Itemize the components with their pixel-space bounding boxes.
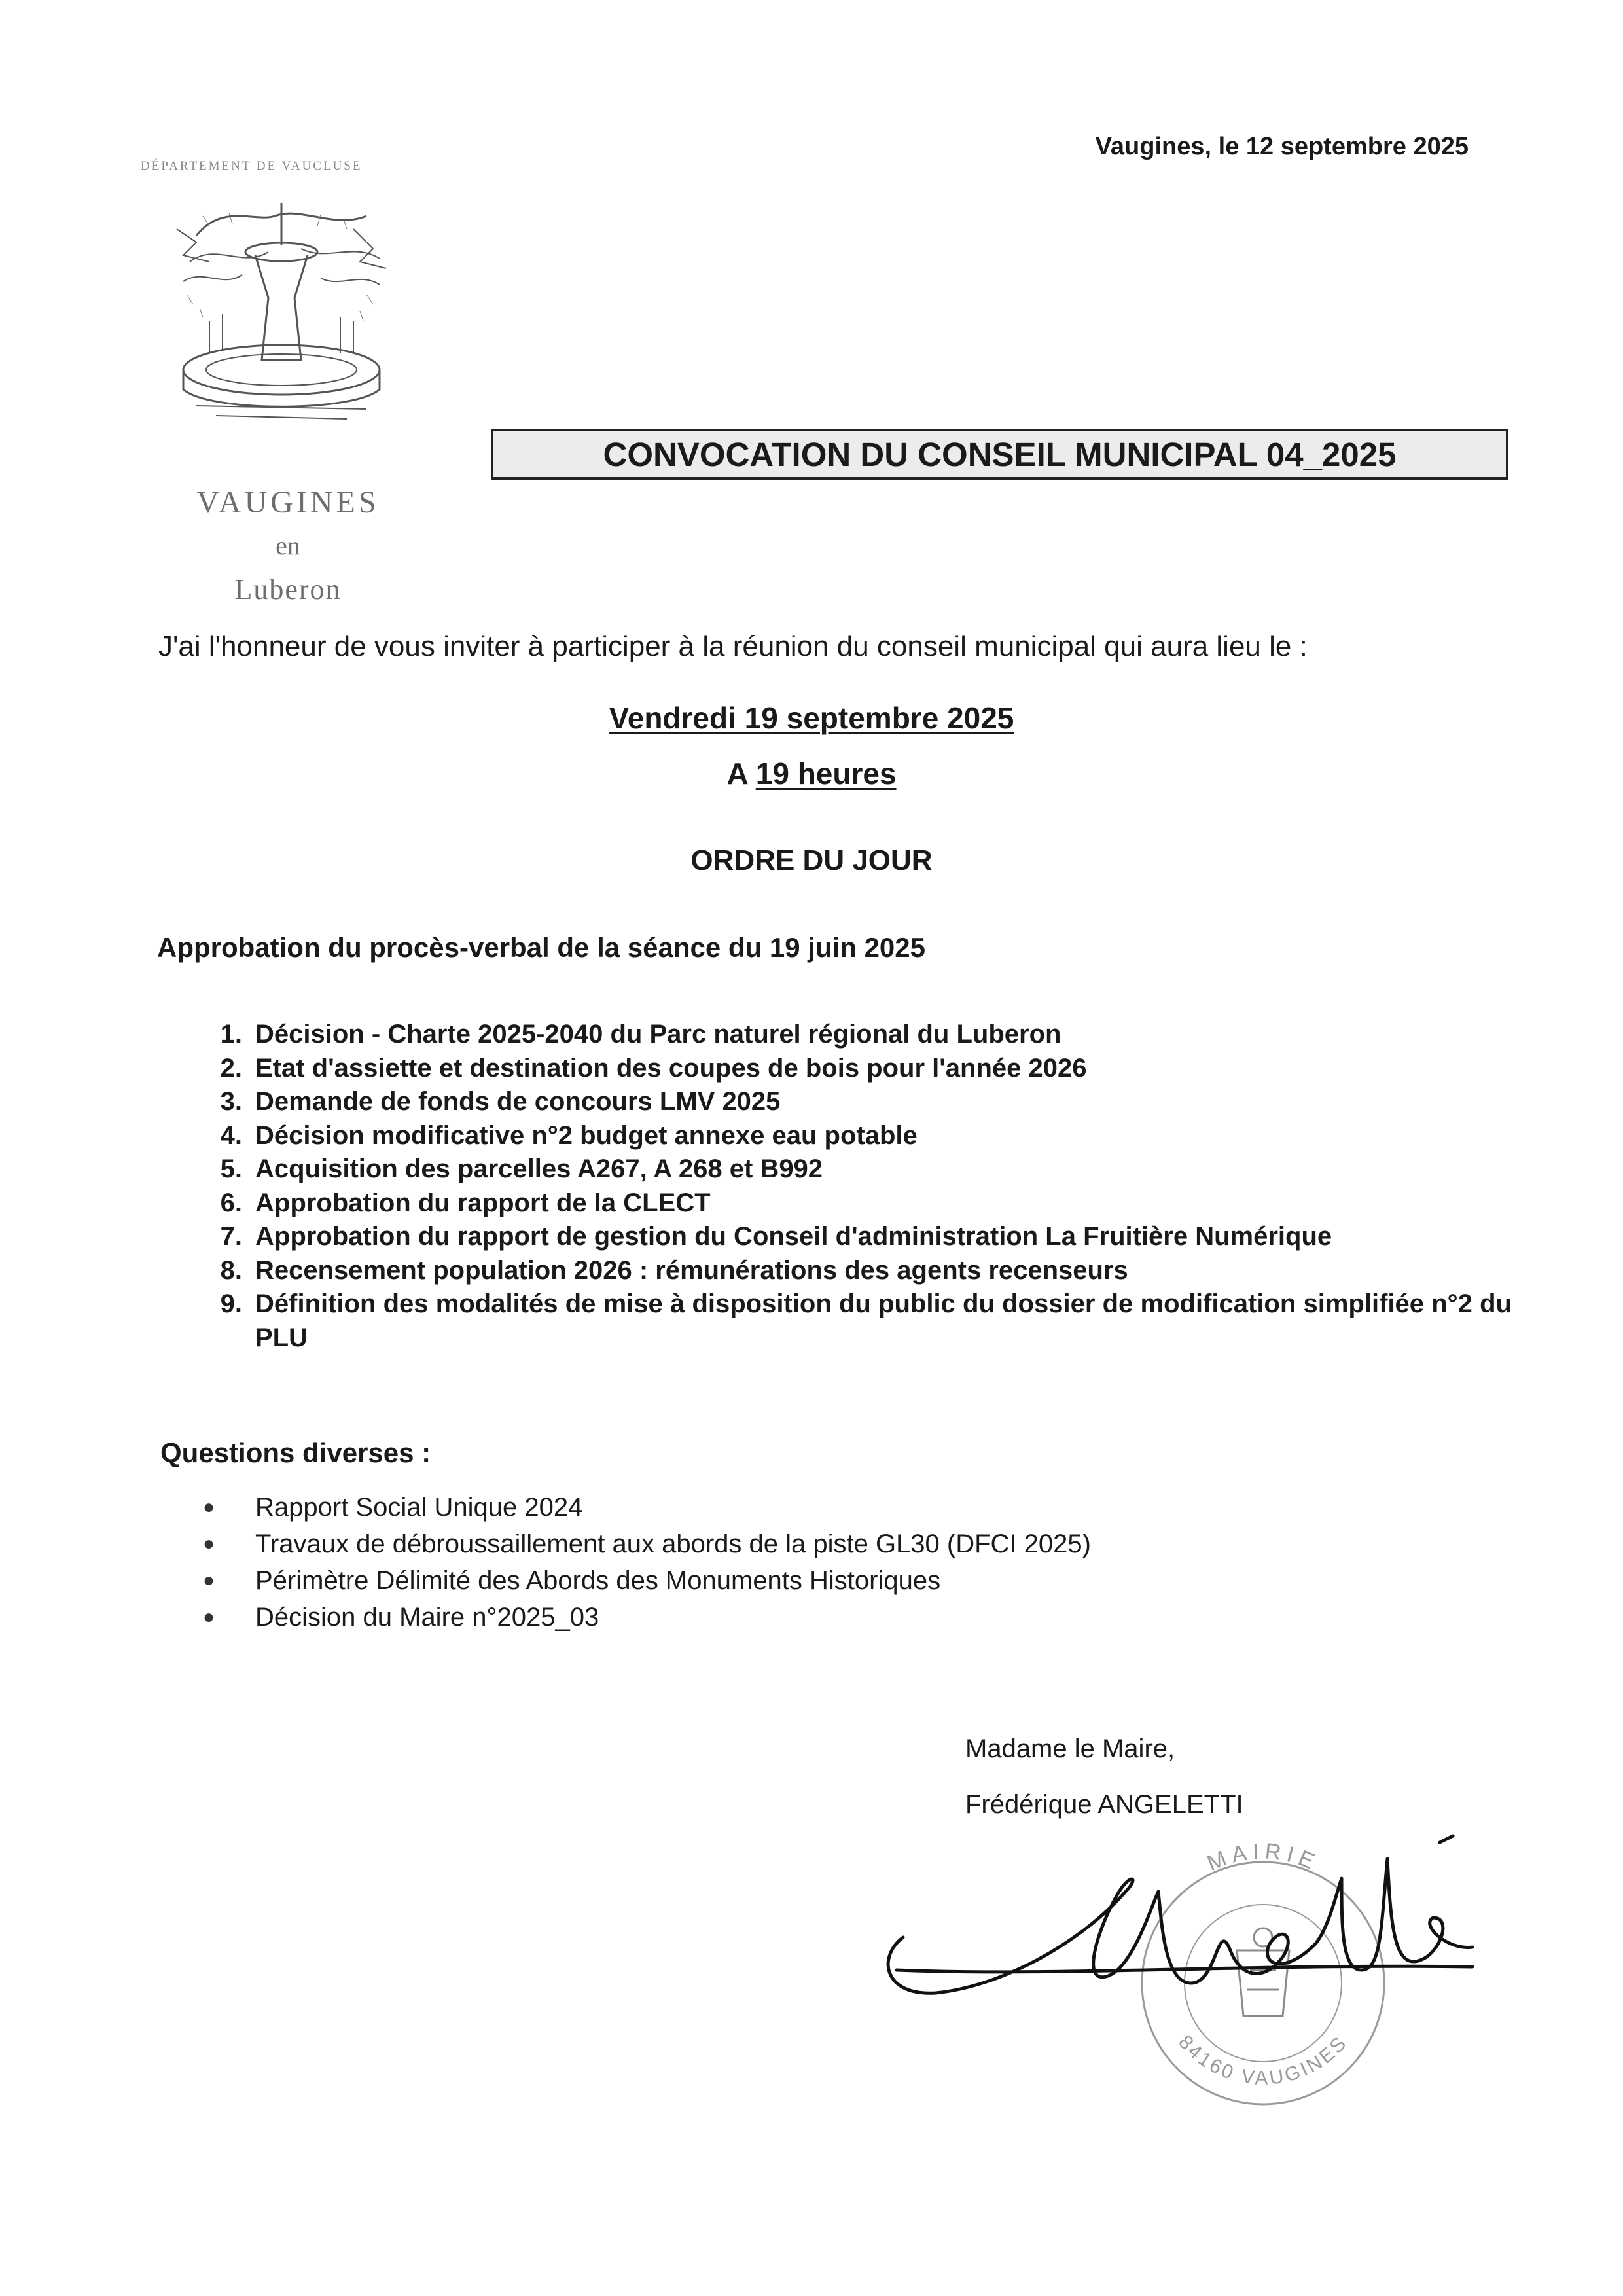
agenda-item-number: 1. xyxy=(220,1020,242,1049)
question-item xyxy=(203,1489,1091,1526)
town-region: Luberon xyxy=(234,573,342,605)
mayor-title: Madame le Maire, xyxy=(965,1734,1175,1763)
agenda-item-number: 7. xyxy=(220,1222,242,1251)
agenda-item-number: 6. xyxy=(220,1188,242,1217)
agenda-item-text: Décision - Charte 2025-2040 du Parc naturel régional du Luberon xyxy=(255,1020,1061,1049)
document-title: CONVOCATION DU CONSEIL MUNICIPAL 04_2025 xyxy=(603,435,1397,473)
department-header: DÉPARTEMENT DE VAUCLUSE xyxy=(141,159,363,173)
meeting-time-prefix: A xyxy=(726,757,747,791)
agenda-item xyxy=(190,1085,1512,1119)
question-item xyxy=(203,1526,1091,1562)
agenda-item-text: Recensement population 2026 : rémunérations des agents recenseurs xyxy=(255,1255,1128,1285)
intro-text: J'ai l'honneur de vous inviter à participer à la réunion du conseil municipal qui aura lieu le : xyxy=(158,630,1308,662)
bullet-icon: ● xyxy=(203,1533,215,1554)
agenda-item-text: Approbation du rapport de la CLECT xyxy=(255,1188,711,1217)
meeting-time-text: 19 heures xyxy=(755,757,897,791)
agenda-item-number: 9. xyxy=(220,1289,242,1318)
agenda-item-number: 5. xyxy=(220,1155,242,1183)
bullet-icon: ● xyxy=(203,1570,215,1591)
meeting-date-text: Vendredi 19 septembre 2025 xyxy=(609,701,1014,735)
question-text: Rapport Social Unique 2024 xyxy=(255,1493,583,1522)
agenda-item xyxy=(190,1254,1512,1288)
question-item xyxy=(203,1599,1091,1636)
question-text: Travaux de débroussaillement aux abords de la piste GL30 (DFCI 2025) xyxy=(255,1530,1091,1558)
agenda-item-text: Demande de fonds de concours LMV 2025 xyxy=(255,1087,781,1116)
agenda-item-text: Décision modificative n°2 budget annexe eau potable xyxy=(255,1121,918,1150)
bullet-icon: ● xyxy=(203,1496,215,1518)
questions-title: Questions diverses : xyxy=(160,1437,431,1468)
agenda-item-number: 4. xyxy=(220,1121,242,1150)
agenda-item xyxy=(190,1220,1512,1254)
handwritten-signature-icon xyxy=(888,1836,1472,1993)
agenda-item-number: 2. xyxy=(220,1053,242,1083)
town-en: en xyxy=(276,531,300,560)
agenda-item-text: Approbation du rapport de gestion du Conseil d'administration La Fruitière Numérique xyxy=(255,1222,1332,1251)
stamp-text-top: MAIRIE xyxy=(1204,1839,1323,1876)
agenda-list xyxy=(190,1018,1512,1355)
town-name: VAUGINES xyxy=(196,485,380,520)
agenda-item xyxy=(190,1052,1512,1086)
signature-area xyxy=(864,1820,1479,2121)
agenda-item xyxy=(190,1187,1512,1221)
agenda-item xyxy=(190,1153,1512,1187)
mayor-name: Frédérique ANGELETTI xyxy=(965,1790,1243,1819)
questions-list xyxy=(203,1489,1091,1636)
agenda-title: ORDRE DU JOUR xyxy=(690,844,933,876)
agenda-item-text: Définition des modalités de mise à disposition du public du dossier de modification simplifiée n°2 du PLU xyxy=(255,1289,1512,1352)
agenda-item-text: Acquisition des parcelles A267, A 268 et B992 xyxy=(255,1155,823,1183)
meeting-date xyxy=(0,700,1623,736)
question-text: Décision du Maire n°2025_03 xyxy=(255,1603,599,1632)
agenda-item xyxy=(190,1287,1512,1355)
stamp-text-bottom: 84160 VAUGINES xyxy=(1174,2031,1352,2089)
svg-text:84160 VAUGINES xyxy=(1174,2032,1352,2089)
document-title-box xyxy=(491,429,1508,480)
approval-line: Approbation du procès-verbal de la séance du 19 juin 2025 xyxy=(157,932,926,963)
svg-text:MAIRIE xyxy=(1204,1839,1323,1876)
agenda-item xyxy=(190,1018,1512,1052)
agenda-item-number: 8. xyxy=(220,1255,242,1285)
bullet-icon: ● xyxy=(203,1606,215,1628)
agenda-item xyxy=(190,1119,1512,1153)
meeting-time xyxy=(0,756,1623,791)
question-item xyxy=(203,1562,1091,1599)
fountain-emblem-icon xyxy=(170,190,393,439)
question-text: Périmètre Délimité des Abords des Monuments Historiques xyxy=(255,1566,941,1595)
agenda-item-text: Etat d'assiette et destination des coupes de bois pour l'année 2026 xyxy=(255,1053,1087,1083)
agenda-item-number: 3. xyxy=(220,1087,242,1116)
date-line: Vaugines, le 12 septembre 2025 xyxy=(1095,133,1469,160)
